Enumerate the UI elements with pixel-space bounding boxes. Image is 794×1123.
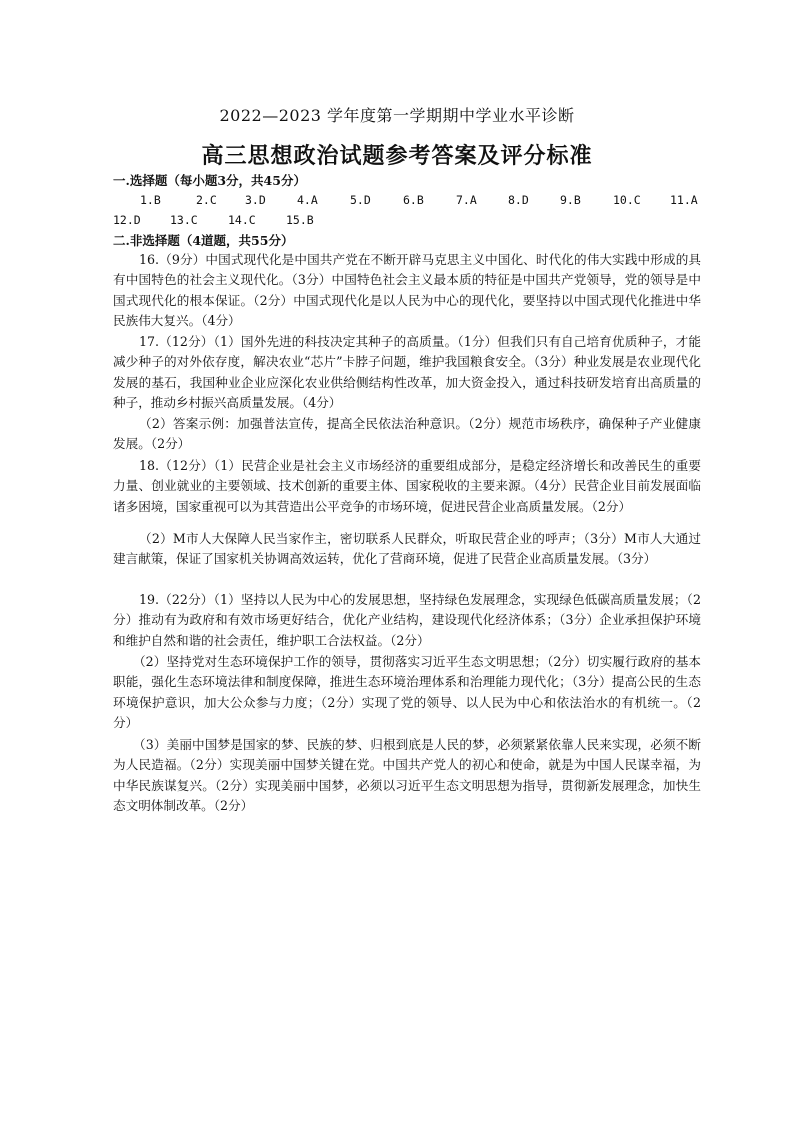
answer-12: 12.D <box>113 213 141 227</box>
answer-15: 15.B <box>286 213 314 227</box>
q16-text: 16.（9分）中国式现代化是中国共产党在不断开辟马克思主义中国化、时代化的伟大实践中形成的具有中国特色的社会主义现代化。（3分）中国特色社会主义最本质的特征是中国共产党领导，党的领导是中国式现代化的根本保证。（2分）中国式现代化是以人民为中心的现代化，要坚持以中国式现代化推进中华民族伟大复兴。（4分） <box>113 252 701 329</box>
answer-9: 9.B <box>560 193 581 207</box>
q18-1-text: 18.（12分）（1）民营企业是社会主义市场经济的重要组成部分，是稳定经济增长和改善民生的重要力量、创业就业的主要领域、技术创新的重要主体、国家税收的主要来源。（4分）民营企业目前发展面临诸多困境，国家重视可以为其营造出公平竞争的市场环境，促进民营企业高质量发展。（2分） <box>113 458 701 514</box>
exam-term-title: 2022—2023 学年度第一学期期中学业水平诊断 <box>219 106 575 125</box>
answer-7: 7.A <box>456 193 477 207</box>
question-18-part-2 <box>113 529 701 570</box>
q19-3-text: （3）美丽中国梦是国家的梦、民族的梦、归根到底是人民的梦，必须紧紧依靠人民来实现，必须不断为人民造福。（2分）实现美丽中国梦关键在党。中国共产党人的初心和使命，就是为中国人民谋幸福，为中华民族谋复兴。（2分）实现美丽中国梦，必须以习近平生态文明思想为指导，贯彻新发展理念，加快生态文明体制改革。（2分） <box>113 737 701 814</box>
q19-2-text: （2）坚持党对生态环境保护工作的领导，贯彻落实习近平生态文明思想；（2分）切实履行政府的基本职能，强化生态环境法律和制度保障，推进生态环境治理体系和治理能力现代化；（3分）提高公民的生态环境保护意识，加大公众参与力度；（2分）实现了党的领导、以人民为中心和依法治水的有机统一。（2分） <box>113 654 701 731</box>
answer-2: 2.C <box>196 193 217 207</box>
q17-1-text: 17.（12分）（1）国外先进的科技决定其种子的高质量。（1分）但我们只有自己培育优质种子，才能减少种子的对外依存度，解决农业“芯片”卡脖子问题，维护我国粮食安全。（3分）种业发展是农业现代化发展的基石，我国种业企业应深化农业供给侧结构性改革，加大资金投入，通过科技研发培育出高质量的种子，推动乡村振兴高质量发展。（4分） <box>113 334 701 411</box>
answer-14: 14.C <box>228 213 256 227</box>
answer-13: 13.C <box>170 213 198 227</box>
q17-2-text: （2）答案示例：加强普法宣传，提高全民依法治种意识。（2分）规范市场秩序，确保种子产业健康发展。（2分） <box>113 416 701 452</box>
question-19-part-3 <box>113 735 701 817</box>
answer-5: 5.D <box>350 193 371 207</box>
answer-3: 3.D <box>245 193 266 207</box>
question-17-part-1 <box>113 332 701 414</box>
question-17-part-2 <box>113 414 701 455</box>
section-2-heading: 二.非选择题（4道题，共55分） <box>113 233 294 248</box>
answer-6: 6.B <box>403 193 424 207</box>
question-18-part-1 <box>113 456 701 517</box>
document-title: 高三思想政治试题参考答案及评分标准 <box>201 143 593 169</box>
question-19-part-1 <box>113 590 701 651</box>
answer-11: 11.A <box>670 193 698 207</box>
q18-2-text: （2）M市人大保障人民当家作主，密切联系人民群众，听取民营企业的呼声；（3分）M市人大通过建言献策，保证了国家机关协调高效运转，优化了营商环境，促进了民营企业高质量发展。（3分） <box>113 531 701 567</box>
q19-1-text: 19.（22分）（1）坚持以人民为中心的发展思想，坚持绿色发展理念，实现绿色低碳高质量发展；（2分）推动有为政府和有效市场更好结合，优化产业结构，建设现代化经济体系；（3分）企业承担保护环境和维护自然和谐的社会责任，维护职工合法权益。（2分） <box>113 592 701 648</box>
answer-10: 10.C <box>613 193 641 207</box>
question-19-part-2 <box>113 652 701 734</box>
question-16-answer <box>113 250 701 332</box>
answer-4: 4.A <box>297 193 318 207</box>
answer-1: 1.B <box>140 193 161 207</box>
section-1-heading: 一.选择题（每小题3分，共45分） <box>113 173 306 188</box>
answer-8: 8.D <box>508 193 529 207</box>
